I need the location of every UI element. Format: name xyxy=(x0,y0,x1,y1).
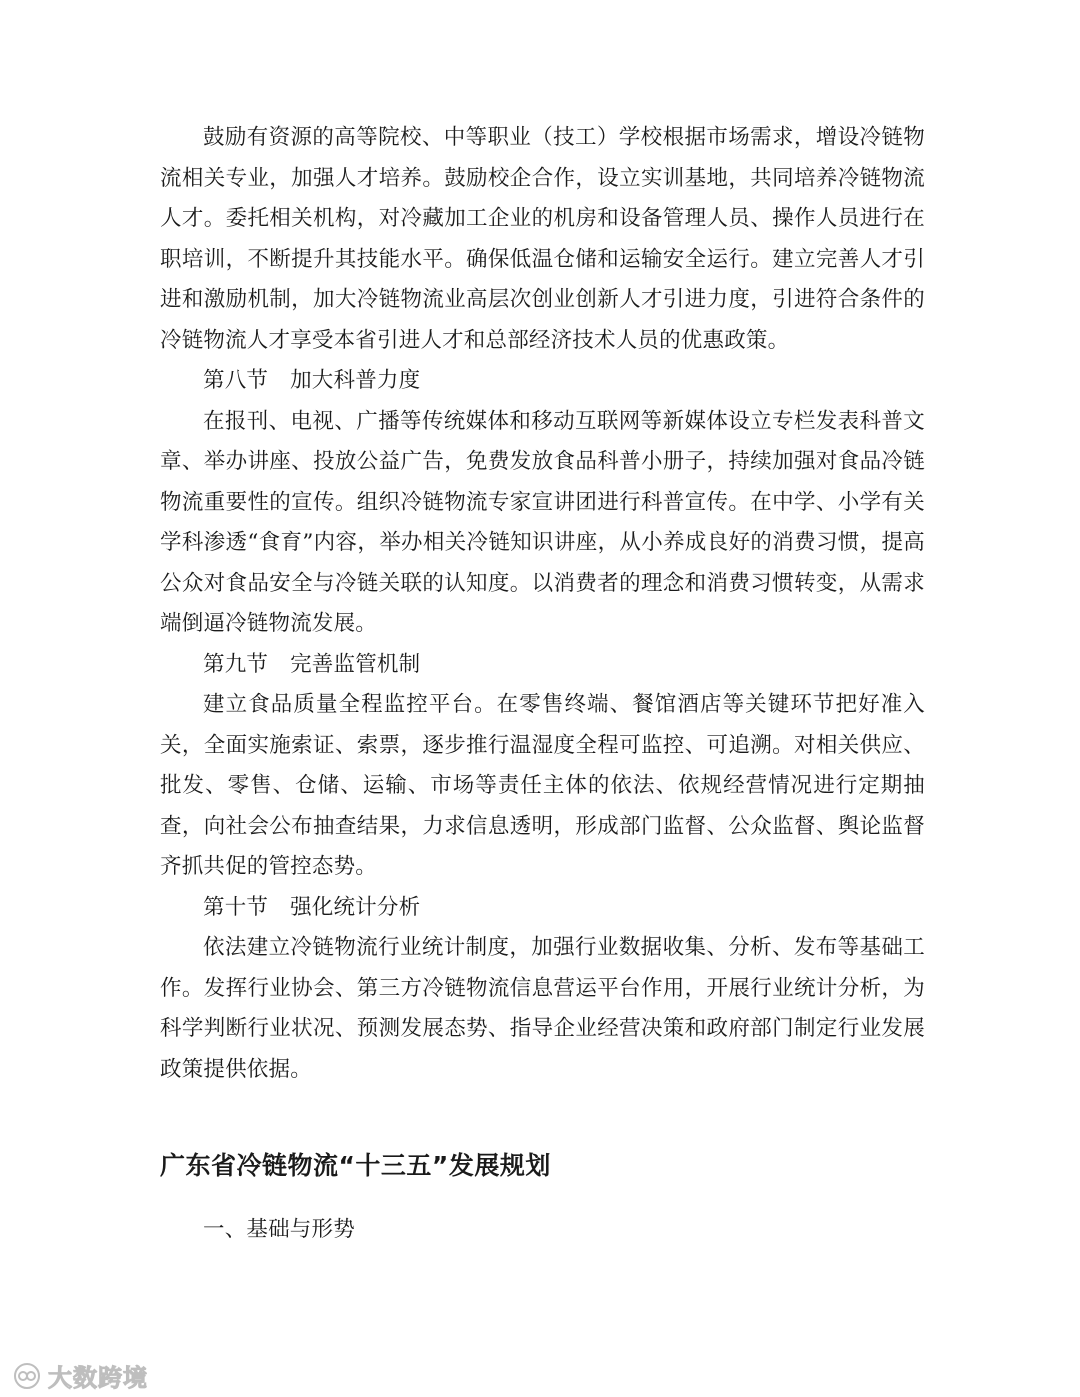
section-heading-8 xyxy=(160,361,925,402)
section-number: 第九节 xyxy=(203,651,269,677)
section-heading-10 xyxy=(160,888,925,929)
logo-icon xyxy=(12,1361,42,1391)
watermark xyxy=(12,1358,148,1393)
paragraph-statistics: 依法建立冷链物流行业统计制度，加强行业数据收集、分析、发布等基础工作。发挥行业协会、第三方冷链物流信息营运平台作用，开展行业统计分析，为科学判断行业状况、预测发展态势、指导企业经营决策和政府部门制定行业发展政策提供依据。 xyxy=(160,935,925,1082)
chapter-subheading: 一、基础与形势 xyxy=(203,1217,355,1242)
section-title: 强化统计分析 xyxy=(290,894,421,920)
document-body xyxy=(160,118,925,1090)
section-number: 第十节 xyxy=(203,894,269,920)
paragraph-science: 在报刊、电视、广播等传统媒体和移动互联网等新媒体设立专栏发表科普文章、举办讲座、投放公益广告，免费发放食品科普小册子，持续加强对食品冷链物流重要性的宣传。组织冷链物流专家宣讲团进行科普宣传。在中学、小学有关学科渗透“食育”内容，举办相关冷链知识讲座，从小养成良好的消费习惯，提高公众对食品安全与冷链关联的认知度。以消费者的理念和消费习惯转变，从需求端倒逼冷链物流发展。 xyxy=(160,408,925,636)
section-title: 加大科普力度 xyxy=(290,368,421,393)
watermark-text: 大数跨境 xyxy=(48,1364,148,1392)
section-number: 第八节 xyxy=(203,368,269,393)
paragraph-supervision: 建立食品质量全程监控平台。在零售终端、餐馆酒店等关键环节把好准入关，全面实施索证、索票，逐步推行温湿度全程可监控、可追溯。对相关供应、批发、零售、仓储、运输、市场等责任主体的依法、依规经营情况进行定期抽查，向社会公布抽查结果，力求信息透明，形成部门监督、公众监督、舆论监督齐抓共促的管控态势。 xyxy=(160,692,925,879)
section-heading-9 xyxy=(160,645,925,686)
section-title: 完善监管机制 xyxy=(290,651,421,677)
document-title: 广东省冷链物流“十三五”发展规划 xyxy=(160,1151,551,1180)
paragraph-talent: 鼓励有资源的高等院校、中等职业（技工）学校根据市场需求，增设冷链物流相关专业，加强人才培养。鼓励校企合作，设立实训基地，共同培养冷链物流人才。委托相关机构，对冷藏加工企业的机房和设备管理人员、操作人员进行在职培训，不断提升其技能水平。确保低温仓储和运输安全运行。建立完善人才引进和激励机制，加大冷链物流业高层次创业创新人才引进力度，引进符合条件的冷链物流人才享受本省引进人才和总部经济技术人员的优惠政策。 xyxy=(160,125,925,353)
